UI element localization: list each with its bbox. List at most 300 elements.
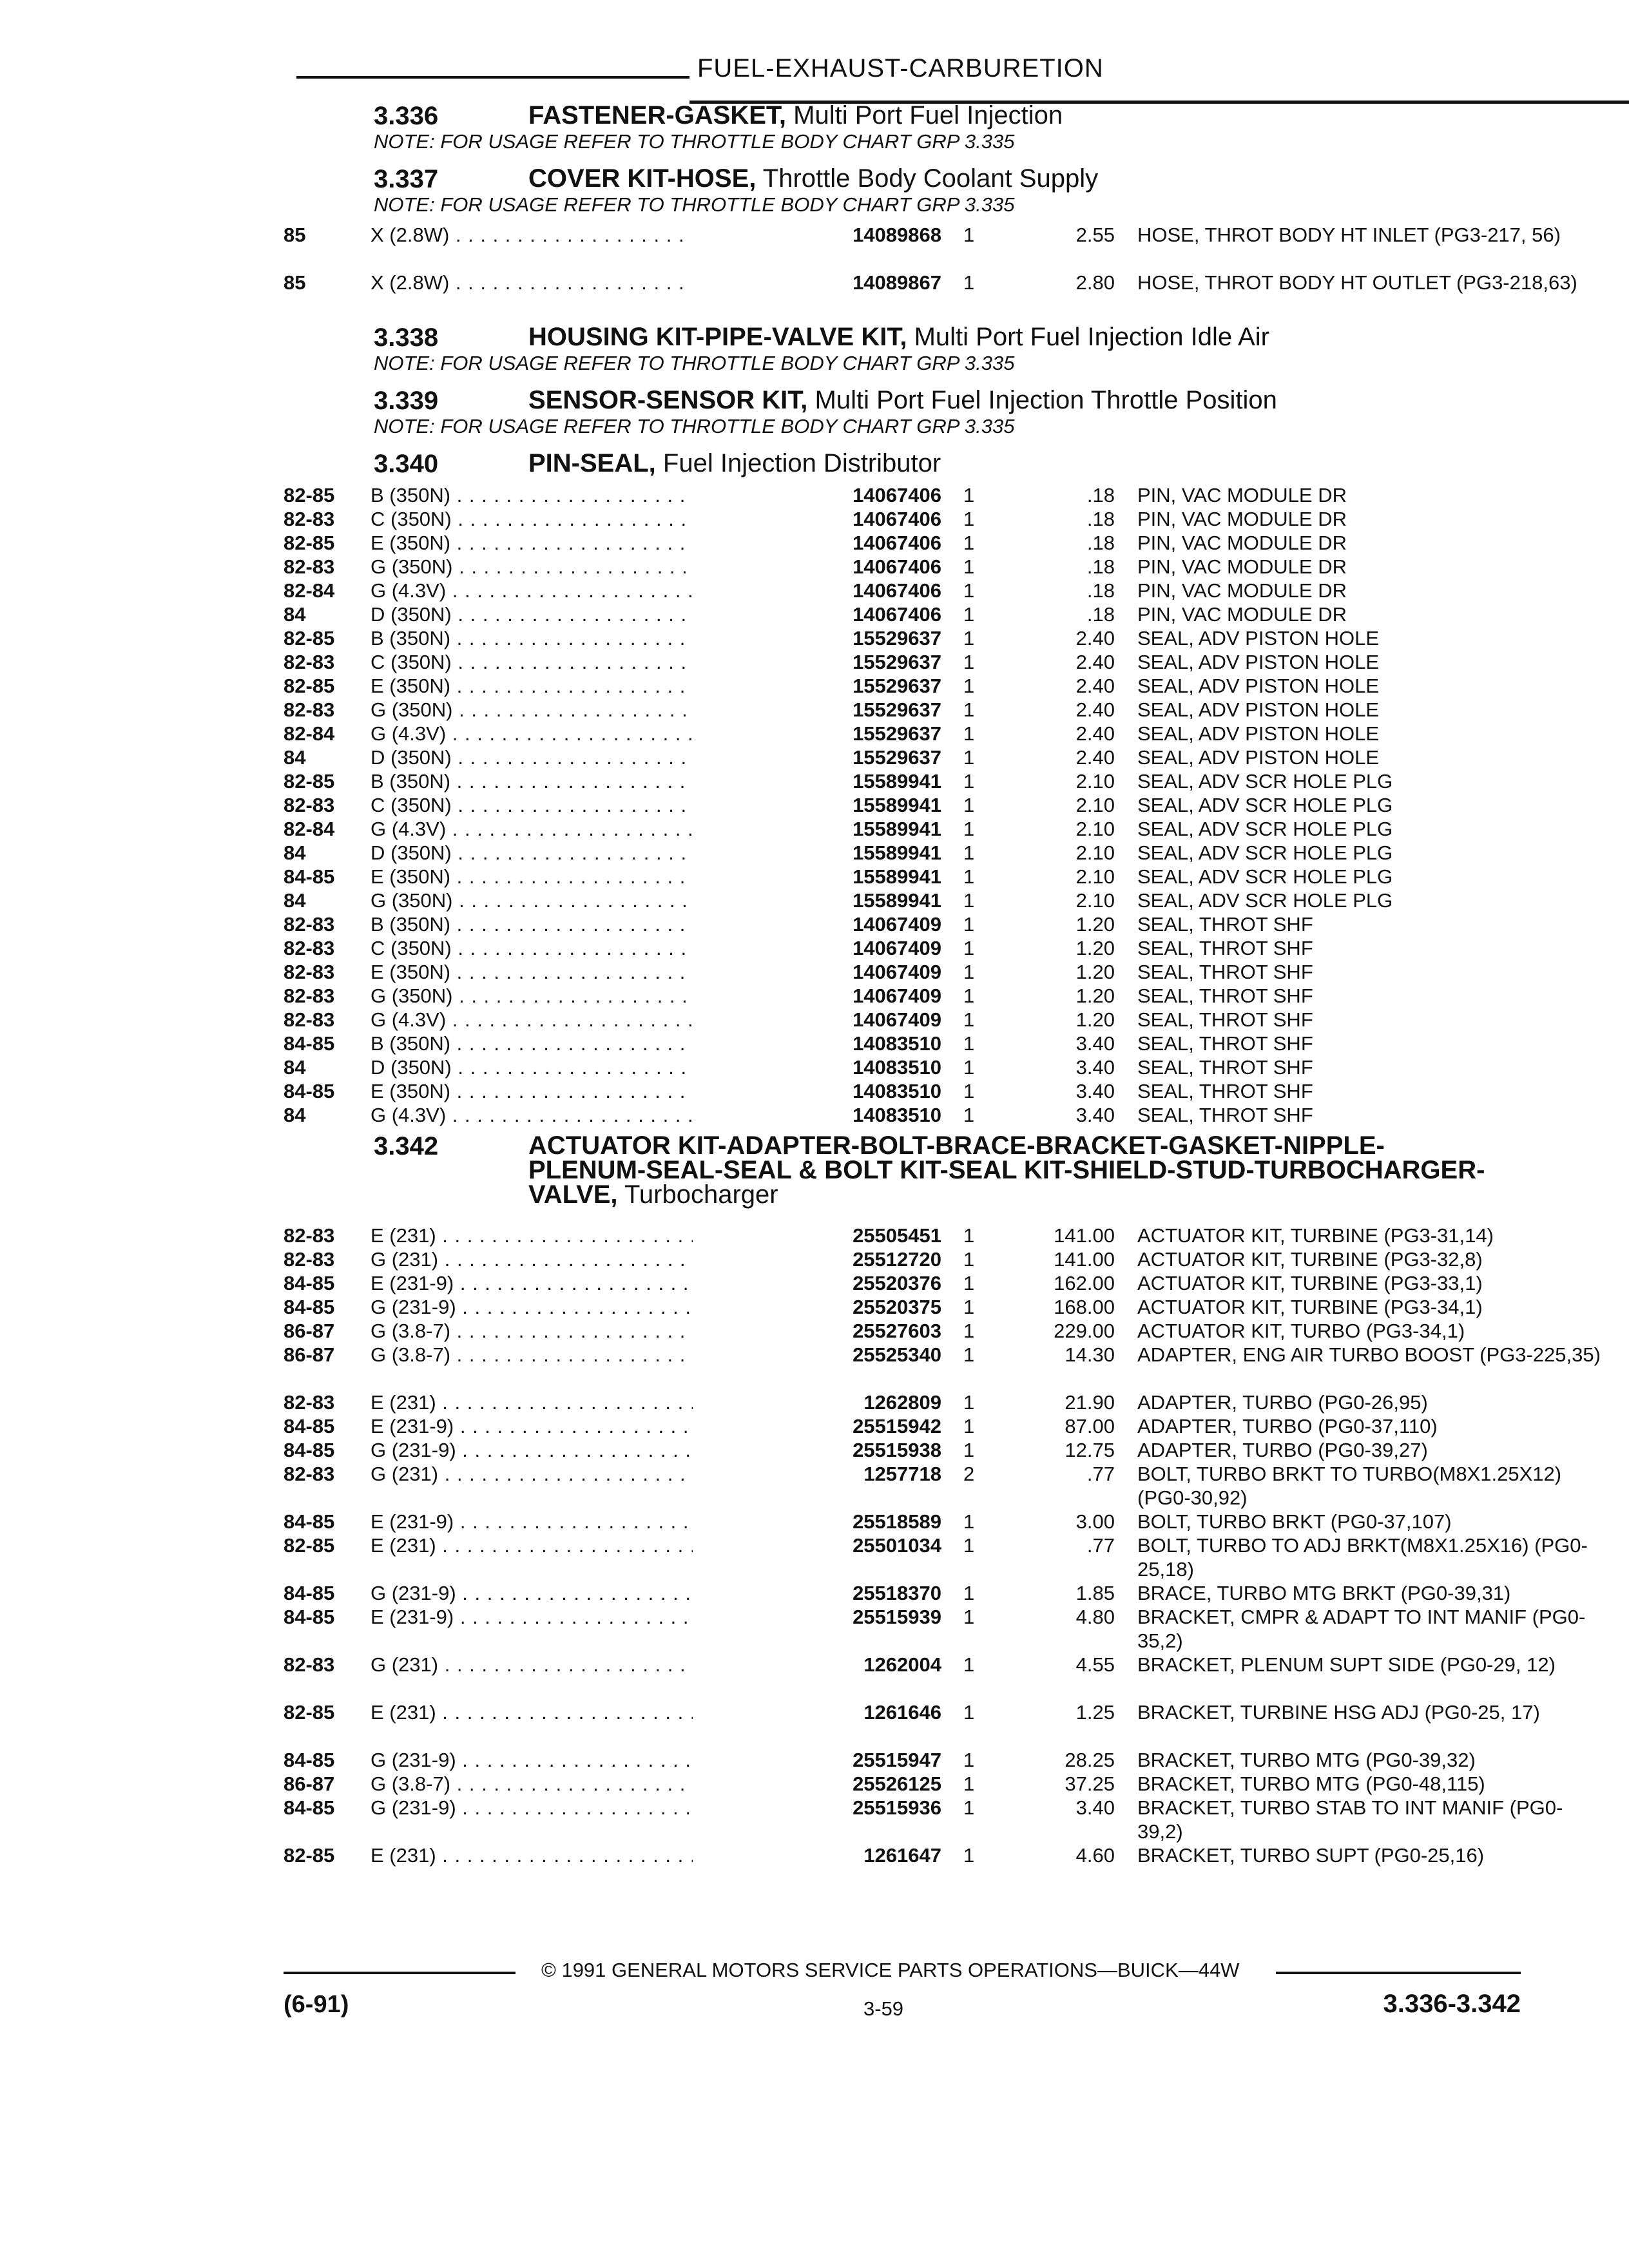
part-number: 15529637 [693, 650, 941, 674]
part-number: 15589941 [693, 865, 941, 889]
part-number: 1261647 [693, 1843, 941, 1867]
part-description: ADAPTER, TURBO (PG0-37,110) [1137, 1415, 1438, 1437]
part-number: 15529637 [693, 745, 941, 769]
section [284, 445, 1521, 1127]
engine-code: B (350N) . . . [371, 769, 693, 793]
part-number: 14067409 [693, 912, 941, 936]
usage-note: NOTE: FOR USAGE REFER TO THROTTLE BODY CHART GRP 3.335 [374, 415, 1015, 437]
part-description: PIN, VAC MODULE DR [1137, 579, 1347, 602]
section-title-qualifier: Multi Port Fuel Injection Throttle Position [807, 386, 1277, 414]
quantity: 1 [963, 865, 975, 888]
engine-code: C (350N) . . . [371, 793, 693, 817]
usage-note: NOTE: FOR USAGE REFER TO THROTTLE BODY CHART GRP 3.335 [374, 193, 1015, 216]
model-years: 84-85 [284, 1080, 335, 1102]
model-years: 84-85 [284, 1032, 335, 1055]
quantity: 1 [963, 1104, 975, 1126]
quantity: 1 [963, 937, 975, 959]
usage-note: NOTE: FOR USAGE REFER TO THROTTLE BODY CHART GRP 3.335 [374, 352, 1015, 374]
part-row [284, 1247, 1521, 1271]
engine-code: D (350N) . . . [371, 841, 693, 865]
model-years: 82-83 [284, 937, 335, 959]
part-number: 14067406 [693, 579, 941, 602]
quantity: 1 [963, 1606, 975, 1628]
part-row [284, 1055, 1521, 1079]
price: .18 [1086, 532, 1115, 554]
part-row [284, 507, 1521, 531]
engine-code: D (350N) . . . [371, 1055, 693, 1079]
section-title-main: ACTUATOR KIT-ADAPTER-BOLT-BRACE-BRACKET-GASKET-NIPPLE-PLENUM-SEAL-SEAL & BOLT KIT-SEAL KIT-SHIELD-STUD-TURBOCHARGER-VALVE, [528, 1131, 1485, 1209]
part-number: 14067406 [693, 602, 941, 626]
quantity: 1 [963, 1796, 975, 1819]
price: 1.20 [1075, 1008, 1115, 1031]
part-row [284, 271, 1577, 318]
engine-code: G (231-9) . . . [371, 1581, 693, 1605]
model-years: 86-87 [284, 1343, 335, 1366]
part-description: SEAL, ADV PISTON HOLE [1137, 746, 1380, 769]
engine-code: B (350N) . . . [371, 626, 693, 650]
part-number: 25515942 [693, 1414, 941, 1438]
model-years: 82-83 [284, 961, 335, 983]
page-footer [284, 1952, 1521, 2030]
model-years: 86-87 [284, 1773, 335, 1795]
price: 3.40 [1075, 1056, 1115, 1079]
part-number: 25515936 [693, 1796, 941, 1820]
part-row [284, 793, 1521, 817]
part-number: 1262809 [693, 1390, 941, 1414]
part-row [284, 602, 1521, 626]
engine-code: G (3.8-7) . . . [371, 1319, 693, 1343]
price: 37.25 [1065, 1773, 1115, 1795]
quantity: 1 [963, 1844, 975, 1867]
price: 12.75 [1065, 1439, 1115, 1461]
engine-code: G (231) . . . [371, 1462, 693, 1486]
price: 2.10 [1075, 770, 1115, 793]
price: 28.25 [1065, 1749, 1115, 1771]
part-description: ACTUATOR KIT, TURBINE (PG3-33,1) [1137, 1272, 1483, 1294]
engine-code: B (350N) . . . [371, 912, 693, 936]
engine-code: D (350N) . . . [371, 602, 693, 626]
part-description: PIN, VAC MODULE DR [1137, 603, 1347, 626]
engine-code: G (4.3V) . . . [371, 1103, 693, 1127]
price: 3.40 [1075, 1032, 1115, 1055]
part-number: 14083510 [693, 1032, 941, 1055]
model-years: 84 [284, 889, 306, 912]
part-row [284, 1510, 1521, 1533]
quantity: 1 [963, 889, 975, 912]
engine-code: G (350N) . . . [371, 889, 693, 912]
part-description: PIN, VAC MODULE DR [1137, 484, 1347, 506]
part-number: 14067409 [693, 960, 941, 984]
quantity: 1 [963, 698, 975, 721]
part-number: 14067406 [693, 531, 941, 555]
model-years: 82-83 [284, 985, 335, 1007]
model-years: 84-85 [284, 1582, 335, 1604]
quantity: 1 [963, 985, 975, 1007]
part-number: 25520376 [693, 1271, 941, 1295]
part-number: 25505451 [693, 1224, 941, 1247]
section-number: 3.338 [374, 323, 439, 352]
engine-code: C (350N) . . . [371, 936, 693, 960]
part-number: 15529637 [693, 698, 941, 722]
part-row [284, 1032, 1521, 1055]
part-row [284, 223, 1561, 271]
part-description: BOLT, TURBO TO ADJ BRKT(M8X1.25X16) (PG0-25,18) [1137, 1534, 1588, 1581]
part-number: 25527603 [693, 1319, 941, 1343]
model-years: 82-83 [284, 794, 335, 816]
part-description: SEAL, ADV SCR HOLE PLG [1137, 841, 1393, 864]
model-years: 84-85 [284, 1510, 335, 1533]
price: 3.40 [1075, 1796, 1115, 1819]
model-years: 82-83 [284, 1224, 335, 1247]
engine-code: G (4.3V) . . . [371, 579, 693, 602]
header-rule [296, 76, 689, 79]
engine-code: X (2.8W) . . . [371, 271, 693, 294]
model-years: 82-83 [284, 698, 335, 721]
engine-code: E (231-9) . . . [371, 1271, 693, 1295]
model-years: 82-84 [284, 818, 335, 840]
model-years: 82-83 [284, 1248, 335, 1271]
engine-code: E (231) . . . [371, 1390, 693, 1414]
part-row [284, 1581, 1521, 1605]
price: 21.90 [1065, 1391, 1115, 1414]
section-title [528, 388, 1277, 412]
section [284, 318, 1521, 381]
part-row [284, 722, 1521, 745]
part-description: BRACKET, TURBO STAB TO INT MANIF (PG0-39,2) [1137, 1796, 1563, 1843]
price: 141.00 [1054, 1224, 1115, 1247]
part-description: SEAL, ADV PISTON HOLE [1137, 651, 1380, 673]
section-title-main: SENSOR-SENSOR KIT, [528, 386, 808, 414]
part-row [284, 1224, 1521, 1247]
engine-code: G (3.8-7) . . . [371, 1343, 693, 1367]
price: .77 [1086, 1534, 1115, 1557]
part-description: SEAL, THROT SHF [1137, 1104, 1313, 1126]
section-title [528, 166, 1098, 191]
copyright-notice: © 1991 GENERAL MOTORS SERVICE PARTS OPERATIONS—BUICK—44W [541, 1959, 1240, 1981]
quantity: 1 [963, 746, 975, 769]
part-description: SEAL, THROT SHF [1137, 985, 1313, 1007]
price: 2.40 [1075, 675, 1115, 697]
price: 2.40 [1075, 722, 1115, 745]
section-title-qualifier: Multi Port Fuel Injection [786, 101, 1063, 130]
part-number: 14083510 [693, 1055, 941, 1079]
part-description: SEAL, THROT SHF [1137, 1008, 1313, 1031]
part-description: SEAL, ADV PISTON HOLE [1137, 675, 1380, 697]
engine-code: E (231) . . . [371, 1700, 693, 1724]
part-description: BRACKET, TURBO MTG (PG0-39,32) [1137, 1749, 1476, 1771]
part-number: 25518370 [693, 1581, 941, 1605]
price: 87.00 [1065, 1415, 1115, 1437]
section-title [528, 1133, 1495, 1207]
engine-code: E (350N) . . . [371, 674, 693, 698]
part-description: PIN, VAC MODULE DR [1137, 532, 1347, 554]
quantity: 1 [963, 271, 975, 294]
section-title-main: PIN-SEAL, [528, 449, 656, 477]
model-years: 82-83 [284, 555, 335, 578]
model-years: 82-84 [284, 722, 335, 745]
part-row [284, 650, 1521, 674]
quantity: 1 [963, 1415, 975, 1437]
engine-code: E (231) . . . [371, 1533, 693, 1557]
part-row [284, 1438, 1521, 1462]
part-number: 15589941 [693, 793, 941, 817]
part-description: HOSE, THROT BODY HT OUTLET (PG3-218,63) [1137, 271, 1577, 294]
part-row [284, 1700, 1540, 1748]
price: 3.40 [1075, 1080, 1115, 1102]
part-number: 25501034 [693, 1533, 941, 1557]
part-row [284, 912, 1521, 936]
model-years: 82-83 [284, 651, 335, 673]
model-years: 84-85 [284, 1415, 335, 1437]
part-description: SEAL, THROT SHF [1137, 1032, 1313, 1055]
section-number: 3.339 [374, 387, 439, 415]
quantity: 1 [963, 1391, 975, 1414]
engine-code: C (350N) . . . [371, 507, 693, 531]
model-years: 84-85 [284, 1272, 335, 1294]
model-years: 82-85 [284, 1534, 335, 1557]
quantity: 1 [963, 818, 975, 840]
model-years: 84-85 [284, 1796, 335, 1819]
part-number: 15589941 [693, 817, 941, 841]
part-number: 15529637 [693, 722, 941, 745]
price: 4.60 [1075, 1844, 1115, 1867]
part-description: BRACE, TURBO MTG BRKT (PG0-39,31) [1137, 1582, 1511, 1604]
model-years: 82-85 [284, 627, 335, 649]
part-row [284, 555, 1521, 579]
part-description: SEAL, THROT SHF [1137, 1080, 1313, 1102]
part-row [284, 1079, 1521, 1103]
section-title [528, 451, 941, 476]
quantity: 1 [963, 508, 975, 530]
model-years: 82-83 [284, 1653, 335, 1676]
price: 2.10 [1075, 889, 1115, 912]
model-years: 84 [284, 1104, 306, 1126]
part-description: PIN, VAC MODULE DR [1137, 555, 1347, 578]
section [284, 1127, 1601, 1867]
part-row [284, 817, 1521, 841]
price: 229.00 [1054, 1320, 1115, 1342]
quantity: 1 [963, 532, 975, 554]
part-description: SEAL, THROT SHF [1137, 937, 1313, 959]
part-description: SEAL, ADV PISTON HOLE [1137, 698, 1380, 721]
engine-code: G (231-9) . . . [371, 1438, 693, 1462]
section-title-qualifier: Turbocharger [617, 1180, 778, 1209]
price: 3.40 [1075, 1104, 1115, 1126]
price: .18 [1086, 555, 1115, 578]
section-number: 3.342 [374, 1132, 439, 1160]
part-row [284, 1271, 1521, 1295]
section [284, 97, 1521, 160]
part-description: BRACKET, TURBO SUPT (PG0-25,16) [1137, 1844, 1485, 1867]
section-title-main: COVER KIT-HOSE, [528, 164, 757, 193]
section-heading [284, 97, 1521, 135]
engine-code: E (350N) . . . [371, 865, 693, 889]
quantity: 1 [963, 555, 975, 578]
quantity: 1 [963, 1032, 975, 1055]
section-title-qualifier: Multi Port Fuel Injection Idle Air [907, 323, 1269, 351]
part-number: 14083510 [693, 1079, 941, 1103]
price: 4.55 [1075, 1653, 1115, 1676]
quantity: 1 [963, 675, 975, 697]
price: 2.40 [1075, 698, 1115, 721]
part-row [284, 984, 1521, 1008]
engine-code: G (4.3V) . . . [371, 722, 693, 745]
price: .18 [1086, 484, 1115, 506]
part-row [284, 960, 1521, 984]
part-description: BRACKET, PLENUM SUPT SIDE (PG0-29, 12) [1137, 1653, 1556, 1676]
engine-code: D (350N) . . . [371, 745, 693, 769]
quantity: 1 [963, 1272, 975, 1294]
quantity: 1 [963, 1582, 975, 1604]
part-number: 25525340 [693, 1343, 941, 1367]
price: 1.25 [1075, 1701, 1115, 1724]
part-row [284, 936, 1521, 960]
part-row [284, 626, 1521, 650]
price: 4.80 [1075, 1606, 1115, 1628]
part-row [284, 865, 1521, 889]
engine-code: G (231) . . . [371, 1653, 693, 1677]
quantity: 1 [963, 1320, 975, 1342]
part-description: SEAL, ADV SCR HOLE PLG [1137, 770, 1393, 793]
part-number: 14089867 [693, 271, 941, 294]
section-title-qualifier: Throttle Body Coolant Supply [756, 164, 1099, 193]
part-row [284, 698, 1521, 722]
part-number: 25515939 [693, 1605, 941, 1629]
quantity: 1 [963, 1534, 975, 1557]
part-number: 1257718 [693, 1462, 941, 1486]
part-number: 15589941 [693, 769, 941, 793]
section-heading [284, 1127, 1521, 1224]
part-number: 15529637 [693, 674, 941, 698]
quantity: 1 [963, 1343, 975, 1366]
part-description: BRACKET, TURBINE HSG ADJ (PG0-25, 17) [1137, 1701, 1540, 1724]
part-row [284, 1295, 1521, 1319]
part-row [284, 745, 1521, 769]
engine-code: X (2.8W) . . . [371, 223, 693, 247]
part-number: 25515938 [693, 1438, 941, 1462]
quantity: 1 [963, 484, 975, 506]
price: 2.40 [1075, 651, 1115, 673]
part-description: SEAL, ADV PISTON HOLE [1137, 722, 1380, 745]
section-title [528, 325, 1269, 349]
part-row [284, 1462, 1562, 1510]
engine-code: E (350N) . . . [371, 1079, 693, 1103]
revision-date: (6-91) [284, 1991, 349, 2018]
price: 1.85 [1075, 1582, 1115, 1604]
engine-code: G (231-9) . . . [371, 1796, 693, 1820]
engine-code: G (231) . . . [371, 1247, 693, 1271]
price: 14.30 [1065, 1343, 1115, 1366]
quantity: 1 [963, 794, 975, 816]
part-number: 1261646 [693, 1700, 941, 1724]
model-years: 84-85 [284, 865, 335, 888]
model-years: 82-83 [284, 1463, 335, 1485]
price: 2.40 [1075, 627, 1115, 649]
part-row [284, 1008, 1521, 1032]
engine-code: G (350N) . . . [371, 698, 693, 722]
engine-code: E (231-9) . . . [371, 1510, 693, 1533]
section [284, 381, 1521, 445]
section-heading [284, 445, 1521, 483]
model-years: 82-85 [284, 1701, 335, 1724]
part-description: ACTUATOR KIT, TURBINE (PG3-32,8) [1137, 1248, 1483, 1271]
quantity: 1 [963, 1224, 975, 1247]
engine-code: G (3.8-7) . . . [371, 1772, 693, 1796]
price: 2.10 [1075, 794, 1115, 816]
part-description: SEAL, ADV SCR HOLE PLG [1137, 818, 1393, 840]
price: 2.40 [1075, 746, 1115, 769]
engine-code: B (350N) . . . [371, 483, 693, 507]
part-description: ADAPTER, TURBO (PG0-39,27) [1137, 1439, 1428, 1461]
section-number: 3.340 [374, 450, 439, 478]
section [284, 160, 1577, 318]
model-years: 82-84 [284, 579, 335, 602]
model-years: 85 [284, 271, 306, 294]
price: 2.10 [1075, 865, 1115, 888]
part-row [284, 1414, 1521, 1438]
model-years: 86-87 [284, 1320, 335, 1342]
quantity: 1 [963, 1749, 975, 1771]
part-number: 15529637 [693, 626, 941, 650]
part-row [284, 769, 1521, 793]
part-row [284, 1605, 1586, 1653]
part-number: 25515947 [693, 1748, 941, 1772]
quantity: 1 [963, 841, 975, 864]
part-description: BOLT, TURBO BRKT (PG0-37,107) [1137, 1510, 1452, 1533]
price: .77 [1086, 1463, 1115, 1485]
section-heading [284, 381, 1521, 420]
quantity: 1 [963, 603, 975, 626]
price: 1.20 [1075, 961, 1115, 983]
part-description: SEAL, ADV SCR HOLE PLG [1137, 865, 1393, 888]
part-description: ADAPTER, ENG AIR TURBO BOOST (PG3-225,35) [1137, 1343, 1601, 1366]
model-years: 84-85 [284, 1439, 335, 1461]
engine-code: G (350N) . . . [371, 984, 693, 1008]
price: 162.00 [1054, 1272, 1115, 1294]
price: 1.20 [1075, 913, 1115, 936]
engine-code: E (350N) . . . [371, 960, 693, 984]
quantity: 1 [963, 627, 975, 649]
model-years: 84 [284, 603, 306, 626]
engine-code: G (4.3V) . . . [371, 1008, 693, 1032]
section-title [528, 103, 1063, 128]
price: 2.55 [1075, 224, 1115, 246]
section-range: 3.336-3.342 [1383, 1990, 1521, 2018]
part-row [284, 841, 1521, 865]
part-number: 14067409 [693, 936, 941, 960]
part-number: 15589941 [693, 889, 941, 912]
model-years: 85 [284, 224, 306, 246]
part-number: 1262004 [693, 1653, 941, 1677]
part-row [284, 1343, 1601, 1390]
quantity: 1 [963, 579, 975, 602]
part-row [284, 1843, 1521, 1867]
engine-code: E (350N) . . . [371, 531, 693, 555]
section-heading [284, 160, 1521, 198]
quantity: 1 [963, 1510, 975, 1533]
section-title-main: HOUSING KIT-PIPE-VALVE KIT, [528, 323, 907, 351]
model-years: 82-85 [284, 1844, 335, 1867]
part-description: PIN, VAC MODULE DR [1137, 508, 1347, 530]
model-years: 84 [284, 841, 306, 864]
part-row [284, 1319, 1521, 1343]
part-description: SEAL, THROT SHF [1137, 913, 1313, 936]
price: 2.10 [1075, 841, 1115, 864]
part-description: SEAL, ADV SCR HOLE PLG [1137, 889, 1393, 912]
model-years: 82-85 [284, 770, 335, 793]
price: 2.80 [1075, 271, 1115, 294]
price: .18 [1086, 579, 1115, 602]
